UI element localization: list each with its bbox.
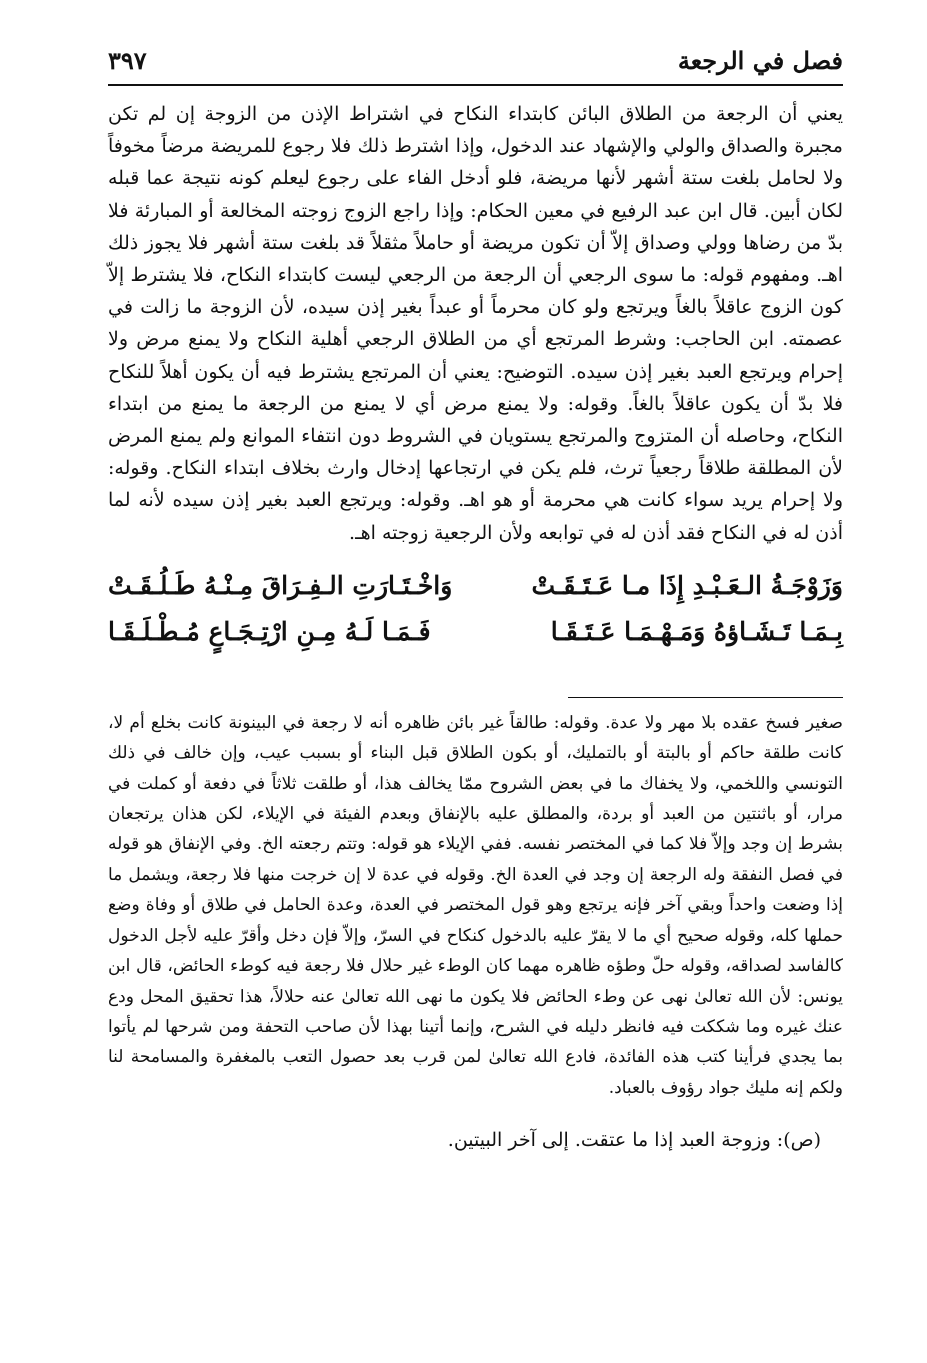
footnote-separator	[568, 697, 843, 698]
page-number: ٣٩٧	[108, 46, 147, 75]
main-commentary-text: يعني أن الرجعة من الطلاق البائن كابتداء النكاح في اشتراط الإذن من الزوجة إن لم تكن مجبرة والصداق والولي والإشهاد عند الدخول، وإذا اشترط ذلك فلا رجوع للمريضة مرضاً مخوفاً ولا لحامل بلغت ستة أشهر لأنها مريضة، فلو أدخل الفاء على رجوع ليعلم كونه نتيجة عما قبله لكان أبين. قال ابن عبد الرفيع في معين الحكام: وإذا راجع الزوج زوجته المخالعة أو المبارئة فلا بدّ من رضاها وولي وصداق إلاّ أن تكون مريضة أو حاملاً مثقلاً قد بلغت ستة أشهر فلا يجوز ذلك اهـ. ومفهوم قوله: ما سوى الرجعي أن الرجعة من الرجعي ليست كابتداء النكاح، فلا يشترط إلاّ كون الزوج عاقلاً بالغاً ويرتجع ولو كان محرماً أو عبداً بغير إذن سيده، لأن الزوجة ما زالت في عصمته. ابن الحاجب: وشرط المرتجع أي من الطلاق الرجعي أهلية النكاح ولا يمنع مرض ولا إحرام ويرتجع العبد بغير إذن سيده. التوضيح: يعني أن المرتجع يشترط فيه أن يكون أهلاً للنكاح فلا بدّ أن يكون عاقلاً بالغاً. وقوله: ولا يمنع مرض أي لا يمنع من الرجعة ما يمنع من ابتداء النكاح، وحاصله أن المتزوج والمرتجع يستويان في الشروط دون انتفاء الموانع ولم يمنع المرض لأن المطلقة طلاقاً رجعياً ترث، فلم يكن في ارتجاعها إدخال وارث بخلاف ابتداء النكاح. وقوله: ولا إحرام يريد سواء كانت هي محرمة أو هو اهـ. وقوله: ويرتجع العبد بغير إذن سيده لأنه لما أذن له في النكاح فقد أذن له في توابعه ولأن الرجعية زوجته اهـ.	[108, 103, 843, 544]
verse-line-1-second-hemistich: وَاخْـتَـارَتِ الـفِـرَاقَ مِـنْـهُ طَـلُـقَـتْ	[108, 570, 453, 600]
verse-line-2-first-hemistich: بِـمَـا تَـشَـاؤهُ وَمَـهْـمَـا عَـتَـقَـا	[550, 616, 843, 646]
verse-block	[108, 563, 843, 655]
verse-line-2	[108, 609, 843, 655]
next-section-line: (ص): وزوجة العبد إذا ما عتقت. إلى آخر البيتين.	[447, 1129, 821, 1152]
verse-line-1	[108, 563, 843, 609]
footnote-text: صغير فسخ عقده بلا مهر ولا عدة. وقوله: طالقاً غير بائن ظاهره أنه لا رجعة في البينونة كانت بخلع أم لا، كانت طلقة حاكم أو بالبتة أو بالتمليك، أو بكون الطلاق قبل البناء أو بسبب عيب، وإن خالف في ذلك التونسي واللخمي، ولا يخفاك ما في بعض الشروح ممّا يخالف هذا، أو طلقت ثلاثاً في دفعة أو كملت في مرار، أو باثنتين من العبد أو بردة، والمطلق عليه بالإنفاق وبعدم الفيئة في الإيلاء، لكن هذان يرتجعان بشرط إن وجد وإلاّ فلا كما في المختصر نفسه. ففي الإيلاء هو قوله: وتتم رجعته الخ. وفي الإنفاق هو قوله في فصل النفقة وله الرجعة إن وجد في العدة الخ. وقوله في عدة لا إن خرجت منها فلا رجعة، ويشمل ما إذا وضعت واحداً وبقي آخر فإنه يرتجع وهو قول المختصر في العدة، وعدة الحامل في طلاق أو وفاة وضع حملها كله، وقوله صحيح أي ما لا يقرّ عليه بالدخول كنكاح في السرّ، وإلاّ فإن دخل وأقرّ عليه لأجل الدخول كالفاسد لصداقه، وقوله حلّ وطؤه ظاهره مهما كان الوطء غير حلال فلا رجعة فيه كوطء الحائض، قال ابن يونس: لأن الله تعالىٰ نهى عن وطء الحائض فلا يكون ما نهى الله تعالىٰ عنه حلالاً، هذا تحقيق المحل ودع عنك غيره وما شككت فيه فانظر دليله في الشرح، وإنما أتينا بهذا لأن صاحب التحفة ومن شرحها لم يأتوا بما يجدي فرأينا كتب هذه الفائدة، فادع الله تعالىٰ لمن قرب بعد حصول التعب بالمغفرة والمسامحة لنا ولكم إنه مليك جواد رؤوف بالعباد.	[108, 712, 843, 1098]
chapter-title: فصل في الرجعة	[677, 46, 843, 75]
page-header	[108, 40, 843, 86]
verse-line-1-first-hemistich: وَزَوْجَـةُ الـعَـبْـدِ إِذَا مـا عَـتَـقَـتْ	[531, 570, 843, 600]
book-page	[108, 40, 843, 1340]
verse-line-2-second-hemistich: فَـمَـا لَـهُ مِـنِ ارْتِـجَـاعٍ مُـطْـلَـقَـا	[108, 616, 431, 646]
